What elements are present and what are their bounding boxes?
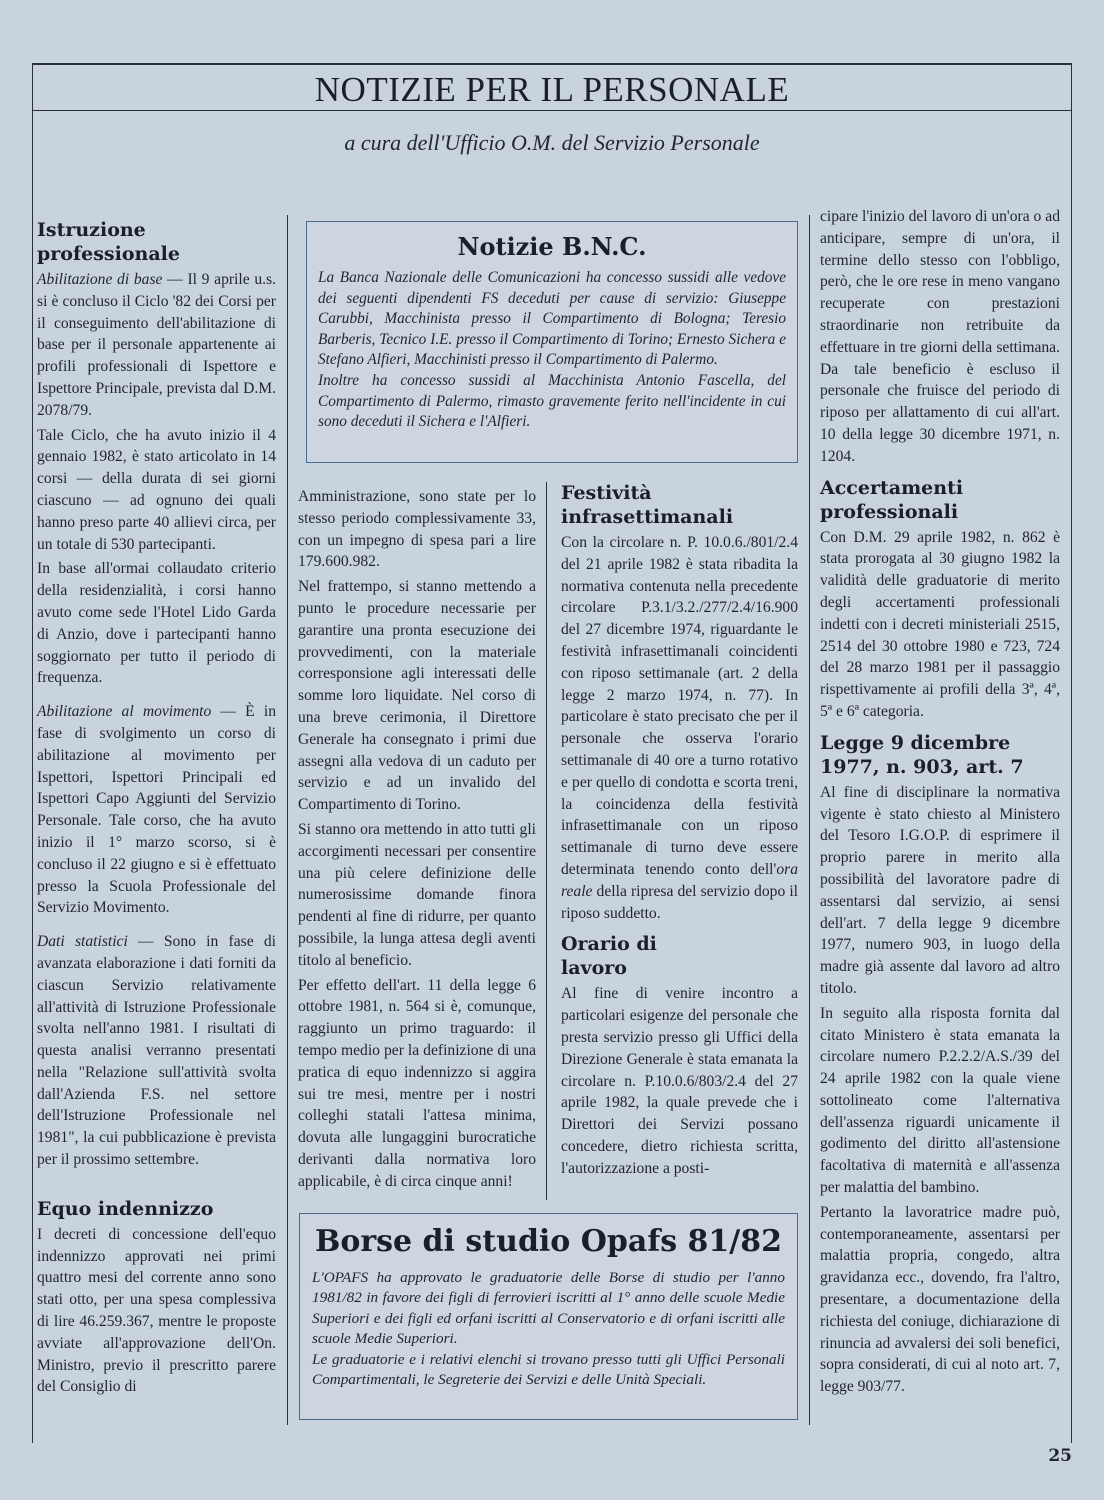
paragraph: In base all'ormai collaudato criterio della residenzialità, i corsi hanno avuto come sede l'Hotel Lido Garda di Anzio, dove i partecipanti hanno soggiornato per tutto il periodo di frequenza. (37, 560, 276, 687)
opafs-box-body (300, 1268, 797, 1390)
bnc-box-title: Notizie B.N.C. (457, 232, 647, 261)
inline-italic: ora reale (561, 860, 798, 900)
bnc-news-box (306, 221, 798, 463)
title-underline (32, 110, 1072, 111)
column-divider-3 (809, 215, 810, 1425)
opafs-box-title: Borse di studio Opafs 81/82 (314, 1224, 783, 1259)
heading-orario-di-lavoro: Orario di lavoro (561, 933, 657, 980)
inline-text: della ripresa del servizio dopo il riposo suddetto. (561, 882, 798, 922)
column-2 (298, 486, 536, 1196)
column-3 (561, 481, 798, 1183)
column-4 (820, 206, 1060, 1401)
column-1 (37, 218, 276, 1401)
heading-festivita-infrasettimanali: Festività infrasettimanali (561, 482, 734, 528)
page-title: NOTIZIE PER IL PERSONALE (314, 70, 790, 109)
paragraph: In seguito alla risposta fornita dal citato Ministero è stata emanata la circolare numero P.2.2.2/A.S./39 del 24 aprile 1982 con la quale viene sottolineato come l'alternativa dell'assenza riguardi unicamente il godimento del diritto all'astensione facoltativa di maternità e all'assenza per malattia del bambino. (820, 1004, 1060, 1197)
paragraph: I decreti di concessione dell'equo indennizzo approvati nei primi quattro mesi del corrente anno sono stati otto, per una spesa complessiva di lire 46.259.367, mentre le proposte avviate all'approvazione dell'On. Ministro, previo il prescritto parere del Consiglio di (37, 1225, 276, 1396)
page-number: 25 (1048, 1446, 1072, 1466)
paragraph (37, 269, 276, 422)
column-divider-1 (287, 215, 288, 1425)
inline-text: — Sono in fase di avanzata elaborazione i dati forniti da ciascun Servizio relativamente all'attività di Istruzione Professionale svolta nell'anno 1981. I risultati di questa analisi verranno presentati nella "Relazione sull'attività svolta dall'Azienda F.S. nel settore dell'Istruzione Professionale nel 1981", la cui pubblicazione è prevista per il prossimo settembre. (37, 933, 276, 1169)
inline-text: — È in fase di svolgimento un corso di abilitazione al movimento per Ispettori, Ispettori Principali ed Ispettori Capo Aggiunti del Servizio Personale. Tale corso, che ha avuto inizio il 1° marzo scorso, si è concluso il 22 giugno e si è effettuato presso la Scuola Professionale del Servizio Movimento. (37, 703, 276, 917)
opafs-paragraph-2: Le graduatorie e i relativi elenchi si trovano presso tutti gli Uffici Personali Compartimentali, le Segreterie dei Servizi e delle Unità Speciali. (312, 1350, 785, 1389)
paragraph: Pertanto la lavoratrice madre può, contemporaneamente, assentarsi per malattia propria, congedo, altra gravidanza ecc., dovendo, fra l'altro, presentare, a documentazione della richiesta del coniuge, dichiarazione di rinuncia ad avvalersi dei soli benefici, sopra considerati, di cui al noto art. 7, legge 903/77. (820, 1203, 1060, 1396)
bnc-paragraph-2: Inoltre ha concesso sussidi al Macchinista Antonio Fascella, del Compartimento di Palermo, rimasto gravemente ferito nell'incidente in cui sono deceduti il Sichera e l'Alfieri. (318, 371, 786, 431)
heading-equo-indennizzo: Equo indennizzo (37, 1197, 214, 1220)
paragraph: Amministrazione, sono state per lo stesso periodo complessivamente 33, con un impegno di spesa pari a lire 179.600.982. (298, 488, 536, 571)
inline-label: Abilitazione al movimento (37, 703, 212, 721)
opafs-scholarship-box (299, 1213, 798, 1420)
opafs-paragraph-1: L'OPAFS ha approvato le graduatorie delle Borse di studio per l'anno 1981/82 in favore dei figli di ferrovieri iscritti al 1° anno delle scuole Medie Superiori e dei figli ed orfani iscritti al Conservatorio e di orfani iscritti alle scuole Medie Superiori. (312, 1269, 785, 1348)
paragraph (37, 701, 276, 919)
inline-text: — Il 9 aprile u.s. si è concluso il Ciclo '82 dei Corsi per il conseguimento dell'abilitazione di base per il personale appartenente ai profili professionali di Ispettore e Ispettore Principale, prevista dal D.M. 2078/79. (37, 271, 276, 419)
paragraph: cipare l'inizio del lavoro di un'ora o ad anticipare, sempre di un'ora, il termine dello stesso con l'obbligo, però, che le ore rese in meno vangano recuperate con prestazioni straordinarie non retribuite da effettuare in tre giorni della settimana. Da tale beneficio è escluso il personale che fruisce del periodo di riposo per allattamento di cui all'art. 10 della legge 30 dicembre 1971, n. 1204. (820, 208, 1060, 465)
right-frame-rule (1071, 63, 1072, 1443)
bnc-box-body (307, 268, 797, 433)
paragraph: Con D.M. 29 aprile 1982, n. 862 è stata prorogata al 30 giugno 1982 la validità delle graduatorie di merito degli accertamenti professionali indetti con i decreti ministeriali 2515, 2514 del 30 ottobre 1980 e 723, 724 del 28 marzo 1981 per il passaggio rispettivamente ai profili della 3ª, 4ª, 5ª e 6ª categoria. (820, 528, 1060, 720)
paragraph (37, 931, 276, 1171)
inline-label: Abilitazione di base (37, 271, 163, 288)
left-frame-rule (32, 63, 33, 1443)
paragraph: Si stanno ora mettendo in atto tutti gli accorgimenti necessari per consentire una più celere definizione delle numerosissime domande finora pendenti al fine di ridurre, per quanto possibile, la lunga attesa degli aventi titolo al beneficio. (298, 820, 536, 969)
paragraph (561, 532, 798, 924)
paragraph: Al fine di venire incontro a particolari esigenze del personale che presta servizio presso gli Uffici della Direzione Generale è stata emanata la circolare n. P.10.0.6/803/2.4 del 27 aprile 1982, la quale prevede che i Direttori dei Servizi possano concedere, dietro richiesta scritta, l'autorizzazione a posti- (561, 985, 798, 1177)
heading-legge-903: Legge 9 dicembre 1977, n. 903, art. 7 (820, 731, 1024, 778)
top-rule (32, 63, 1072, 65)
heading-accertamenti-professionali: Accertamenti professionali (820, 476, 964, 523)
paragraph: Per effetto dell'art. 11 della legge 6 ottobre 1981, n. 564 si è, comunque, raggiunto un primo traguardo: il tempo medio per la definizione di una pratica di equo indennizzo si aggira sui tre mesi, mentre per i nostri colleghi statali l'attesa minima, dovuta alle lungaggini burocratiche derivanti dalla normativa loro applicabile, è di circa cinque anni! (298, 976, 536, 1190)
inline-label: Dati statistici (37, 933, 128, 951)
paragraph: Al fine di disciplinare la normativa vigente è stato chiesto al Ministero del Tesoro I.G.O.P. di esprimere il proprio parere in merito alla possibilità del lavoratore padre di assentarsi dal servizio, ai sensi dell'art. 7 della legge 9 dicembre 1977, numero 903, in luogo della madre già assente dal lavoro ad altro titolo. (820, 783, 1060, 997)
paragraph: Nel frattempo, si stanno mettendo a punto le procedure necessarie per garantire una pronta esecuzione dei provvedimenti, con la materiale corresponsione agli interessati delle somme loro liquidate. Nel corso di una breve cerimonia, il Direttore Generale ha consegnato i primi due assegni alla vedova di un caduto per servizio e ad un invalido del Compartimento di Torino. (298, 578, 536, 814)
inline-text: Con la circolare n. P. 10.0.6./801/2.4 del 21 aprile 1982 è stata ribadita la normativa contenuta nella precedente circolare P.3.1/3.2./277/2.4/16.900 del 27 dicembre 1974, riguardante le festività infrasettimanali coincidenti con riposo settimanale (art. 2 della legge 2 marzo 1974, n. 77). In particolare è stato precisato che per il personale che osserva l'orario settimanale di 40 ore a turno rotativo e per quello di condotta e scorta treni, la coincidenza della festività infrasettimanale con un riposo settimanale di turno deve essere determinata tenendo conto dell' (561, 534, 798, 878)
paragraph: Tale Ciclo, che ha avuto inizio il 4 gennaio 1982, è stato articolato in 14 corsi — della durata di sei giorni ciascuno — ad ognuno dei quali hanno preso parte 40 allievi circa, per un totale di 530 partecipanti. (37, 426, 276, 553)
column-divider-2 (546, 482, 547, 1200)
bnc-paragraph-1: La Banca Nazionale delle Comunicazioni ha concesso sussidi alle vedove dei seguenti dipendenti FS deceduti per cause di servizio: Giuseppe Carubbi, Macchinista presso il Compartimento di Bologna; Teresio Barberis, Tecnico I.E. presso il Compartimento di Torino; Ernesto Sichera e Stefano Alfieri, Macchinisti presso il Compartimento di Palermo. (318, 269, 786, 369)
heading-istruzione-professionale: Istruzione professionale (37, 219, 180, 265)
page-subtitle: a cura dell'Ufficio O.M. del Servizio Personale (344, 130, 760, 155)
